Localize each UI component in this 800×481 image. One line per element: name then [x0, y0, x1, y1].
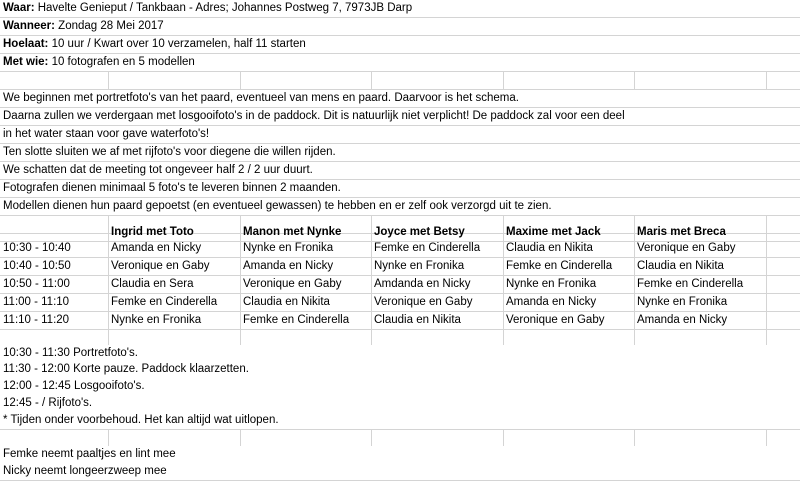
timeline-cell[interactable]: * Tijden onder voorbehoud. Het kan altijd wat uitlopen. — [0, 412, 800, 429]
pair-cell[interactable]: Amdanda en Nicky — [374, 278, 471, 290]
timeline-cell[interactable]: 10:30 - 11:30 Portretfoto's. — [0, 345, 800, 362]
timeline-row[interactable] — [0, 412, 800, 430]
pair-cell[interactable]: Amanda en Nicky — [637, 314, 728, 326]
pair-cell[interactable]: Amanda en Nicky — [506, 296, 597, 308]
info-value: 10 fotografen en 5 modellen — [48, 56, 195, 68]
pair-cell[interactable]: Nynke en Fronika — [637, 296, 728, 308]
pair-cell[interactable]: Nynke en Fronika — [374, 260, 465, 272]
info-value: Zondag 28 Mei 2017 — [54, 20, 164, 32]
pair-cell[interactable]: Veronique en Gaby — [374, 296, 473, 308]
schedule-row[interactable] — [0, 312, 800, 330]
info-cell[interactable] — [0, 36, 800, 53]
text-cell[interactable]: We beginnen met portretfoto's van het paard, eventueel van mens en paard. Daarvoor is het schema. — [0, 90, 800, 107]
timeline-cell[interactable]: 11:30 - 12:00 Korte pauze. Paddock klaarzetten. — [0, 361, 800, 378]
text-row[interactable] — [0, 162, 800, 180]
info-row[interactable] — [0, 36, 800, 54]
time-slot-cell[interactable]: 11:00 - 11:10 — [3, 296, 70, 308]
pair-cell[interactable]: Amanda en Nicky — [111, 242, 202, 254]
info-cell[interactable] — [0, 18, 800, 35]
info-value: 10 uur / Kwart over 10 verzamelen, half 11 starten — [48, 38, 306, 50]
text-row[interactable] — [0, 144, 800, 162]
pair-cell[interactable]: Claudia en Sera — [111, 278, 194, 290]
time-slot-cell[interactable]: 10:40 - 10:50 — [3, 260, 71, 272]
pair-cell[interactable]: Claudia en Nikita — [637, 260, 724, 272]
schedule-row[interactable] — [0, 240, 800, 258]
info-label: Waar: — [3, 2, 35, 14]
info-row[interactable] — [0, 18, 800, 36]
info-value: Havelte Genieput / Tankbaan - Adres; Johannes Postweg 7, 7973JB Darp — [34, 2, 413, 14]
text-cell[interactable]: We schatten dat de meeting tot ongeveer half 2 / 2 uur duurt. — [0, 162, 800, 179]
info-label: Met wie: — [3, 56, 49, 68]
text-row[interactable] — [0, 180, 800, 198]
note-row[interactable] — [0, 446, 800, 464]
text-cell[interactable]: in het water staan voor gave waterfoto's! — [0, 126, 800, 143]
pair-cell[interactable]: Femke en Cinderella — [637, 278, 744, 290]
text-row[interactable] — [0, 126, 800, 144]
pair-cell[interactable]: Femke en Cinderella — [374, 242, 481, 254]
note-cell[interactable]: Femke neemt paaltjes en lint mee — [0, 446, 800, 463]
pair-cell[interactable]: Amanda en Nicky — [243, 260, 334, 272]
time-slot-cell[interactable]: 11:10 - 11:20 — [3, 314, 70, 326]
pair-cell[interactable]: Nynke en Fronika — [243, 242, 334, 254]
schedule-header-cell[interactable]: Joyce met Betsy — [374, 226, 465, 238]
pair-cell[interactable]: Claudia en Nikita — [243, 296, 330, 308]
schedule-header-cell[interactable]: Maris met Breca — [637, 226, 726, 238]
pair-cell[interactable]: Claudia en Nikita — [506, 242, 593, 254]
text-cell[interactable]: Ten slotte sluiten we af met rijfoto's voor diegene die willen rijden. — [0, 144, 800, 161]
note-cell[interactable]: Nicky neemt longeerzweep mee — [0, 463, 800, 480]
text-row[interactable] — [0, 198, 800, 216]
text-row[interactable] — [0, 108, 800, 126]
pair-cell[interactable]: Veronique en Gaby — [111, 260, 210, 272]
schedule-row[interactable] — [0, 276, 800, 294]
info-row[interactable] — [0, 0, 800, 18]
timeline-row[interactable] — [0, 395, 800, 413]
text-cell[interactable]: Modellen dienen hun paard gepoetst (en eventueel gewassen) te hebben en er zelf ook verzorgd uit te zien. — [0, 198, 800, 215]
info-cell[interactable] — [0, 0, 800, 17]
info-cell[interactable] — [0, 54, 800, 71]
pair-cell[interactable]: Veronique en Gaby — [506, 314, 605, 326]
schedule-row[interactable] — [0, 294, 800, 312]
pair-cell[interactable]: Femke en Cinderella — [243, 314, 350, 326]
info-label: Hoelaat: — [3, 38, 49, 50]
timeline-cell[interactable]: 12:45 - / Rijfoto's. — [0, 395, 800, 412]
text-cell[interactable]: Daarna zullen we verdergaan met losgooifoto's in de paddock. Dit is natuurlijk niet verplicht! De paddock zal voor een deel — [0, 108, 800, 125]
schedule-header-cell[interactable]: Manon met Nynke — [243, 226, 342, 238]
time-slot-cell[interactable]: 10:30 - 10:40 — [3, 242, 71, 254]
pair-cell[interactable]: Femke en Cinderella — [111, 296, 218, 308]
pair-cell[interactable]: Nynke en Fronika — [111, 314, 202, 326]
pair-cell[interactable]: Nynke en Fronika — [506, 278, 597, 290]
info-label: Wanneer: — [3, 20, 55, 32]
pair-cell[interactable]: Veronique en Gaby — [637, 242, 736, 254]
text-row[interactable] — [0, 90, 800, 108]
pair-cell[interactable]: Femke en Cinderella — [506, 260, 613, 272]
timeline-row[interactable] — [0, 378, 800, 396]
text-cell[interactable]: Fotografen dienen minimaal 5 foto's te leveren binnen 2 maanden. — [0, 180, 800, 197]
schedule-header-cell[interactable]: Maxime met Jack — [506, 226, 601, 238]
info-row[interactable] — [0, 54, 800, 72]
schedule-header-cell[interactable]: Ingrid met Toto — [111, 226, 194, 238]
pair-cell[interactable]: Claudia en Nikita — [374, 314, 461, 326]
time-slot-cell[interactable]: 10:50 - 11:00 — [3, 278, 70, 290]
empty-row[interactable] — [0, 72, 800, 90]
note-row[interactable] — [0, 463, 800, 481]
timeline-cell[interactable]: 12:00 - 12:45 Losgooifoto's. — [0, 378, 800, 395]
schedule-row[interactable] — [0, 258, 800, 276]
pair-cell[interactable]: Veronique en Gaby — [243, 278, 342, 290]
timeline-row[interactable] — [0, 361, 800, 379]
